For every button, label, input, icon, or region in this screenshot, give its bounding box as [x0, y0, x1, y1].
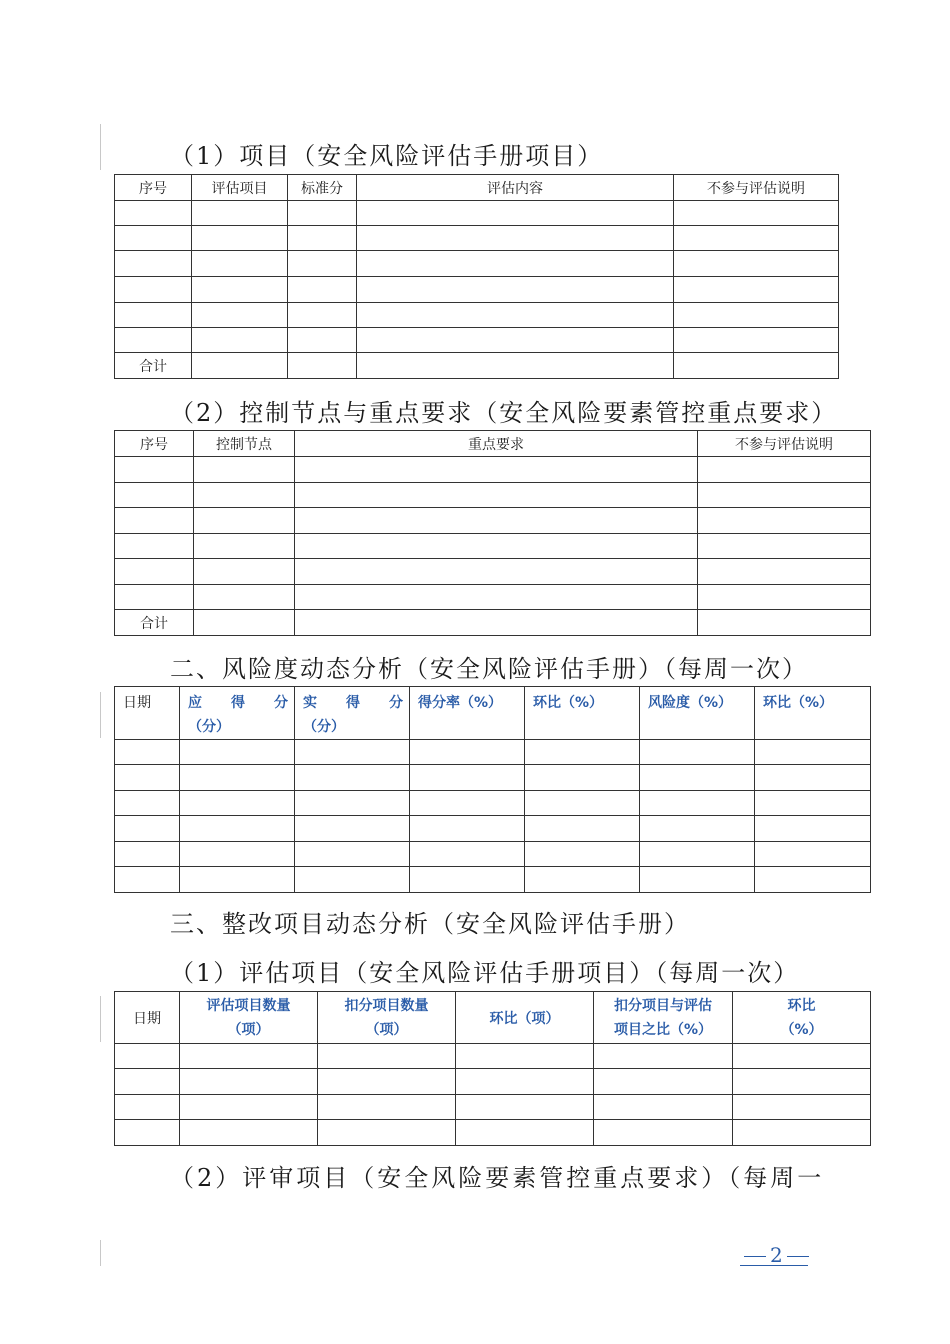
- column-header: 日期: [115, 687, 180, 740]
- margin-mark: [100, 692, 101, 738]
- section-heading: 三、整改项目动态分析（安全风险评估手册）: [170, 910, 690, 938]
- margin-mark: [100, 996, 101, 1042]
- section-heading: （1）项目（安全风险评估手册项目）: [170, 142, 604, 170]
- column-header: [318, 992, 456, 1044]
- section-heading: （2）控制节点与重点要求（安全风险要素管控重点要求）: [170, 399, 838, 427]
- column-header: [733, 992, 871, 1044]
- column-header: 风险度（%）: [640, 687, 755, 740]
- total-row: [115, 610, 871, 636]
- dash-decoration: [744, 1256, 766, 1257]
- table-row: [115, 791, 871, 816]
- column-header: 控制节点: [194, 431, 295, 457]
- section-heading: （2）评审项目（安全风险要素管控重点要求）（每周一: [170, 1164, 825, 1192]
- column-header: 环比（%）: [525, 687, 640, 740]
- table-row: [115, 251, 839, 277]
- column-header: [594, 992, 733, 1044]
- header-line: 扣分项目数量: [344, 997, 429, 1014]
- table-row: [115, 226, 839, 251]
- table-row: [115, 816, 871, 842]
- column-header: 不参与评估说明: [674, 175, 839, 201]
- column-header: [295, 687, 410, 740]
- section-heading: （1）评估项目（安全风险评估手册项目）（每周一次）: [170, 959, 800, 987]
- column-header: 重点要求: [295, 431, 698, 457]
- margin-mark: [100, 124, 101, 170]
- table-row: [115, 559, 871, 585]
- column-header: 评估内容: [357, 175, 674, 201]
- margin-mark: [100, 1240, 101, 1266]
- table-row: [115, 1044, 871, 1069]
- table-row: [115, 508, 871, 534]
- column-header: 评估项目: [192, 175, 288, 201]
- dash-decoration: [787, 1256, 809, 1257]
- column-header: [180, 992, 318, 1044]
- page-number-value: 2: [770, 1243, 783, 1267]
- header-unit: （项）: [227, 1021, 270, 1038]
- table-row: [115, 328, 839, 353]
- column-header: 序号: [115, 175, 192, 201]
- page-number: [740, 1243, 813, 1267]
- table-row: [115, 842, 871, 867]
- table-row: [115, 457, 871, 483]
- table-row: [115, 1069, 871, 1095]
- total-label: 合计: [115, 610, 194, 636]
- header-line: 项目之比（%）: [613, 1021, 713, 1038]
- table-row: [115, 1120, 871, 1146]
- table-row: [115, 303, 839, 328]
- table-row: [115, 867, 871, 893]
- table-row: [115, 534, 871, 559]
- header-line: 实得分: [303, 695, 403, 711]
- header-unit: （分）: [188, 719, 230, 735]
- column-header: 不参与评估说明: [698, 431, 871, 457]
- table-row: [115, 740, 871, 765]
- header-unit: （分）: [303, 719, 345, 735]
- header-line: 评估项目数量: [206, 997, 291, 1014]
- header-unit: （项）: [365, 1021, 408, 1038]
- table-row: [115, 765, 871, 791]
- control-node-table: [114, 430, 871, 636]
- table-row: [115, 483, 871, 508]
- column-header: 日期: [115, 992, 180, 1044]
- table-row: [115, 585, 871, 610]
- underline: [740, 1265, 808, 1266]
- rectification-table: [114, 991, 871, 1146]
- column-header: 序号: [115, 431, 194, 457]
- table-row: [115, 1095, 871, 1120]
- column-header: 环比（%）: [755, 687, 871, 740]
- header-line: 应得分: [188, 695, 288, 711]
- column-header: 标准分: [288, 175, 357, 201]
- total-label: 合计: [115, 353, 192, 379]
- section-heading: 二、风险度动态分析（安全风险评估手册）（每周一次）: [170, 655, 808, 683]
- total-row: [115, 353, 839, 379]
- header-unit: （%）: [780, 1021, 823, 1038]
- column-header: 得分率（%）: [410, 687, 525, 740]
- project-table: [114, 174, 839, 379]
- column-header: [180, 687, 295, 740]
- risk-analysis-table: [114, 686, 871, 893]
- column-header: 环比（项）: [456, 992, 594, 1044]
- header-line: 扣分项目与评估: [614, 997, 712, 1014]
- table-row: [115, 201, 839, 226]
- header-line: 环比: [787, 997, 816, 1014]
- table-row: [115, 277, 839, 303]
